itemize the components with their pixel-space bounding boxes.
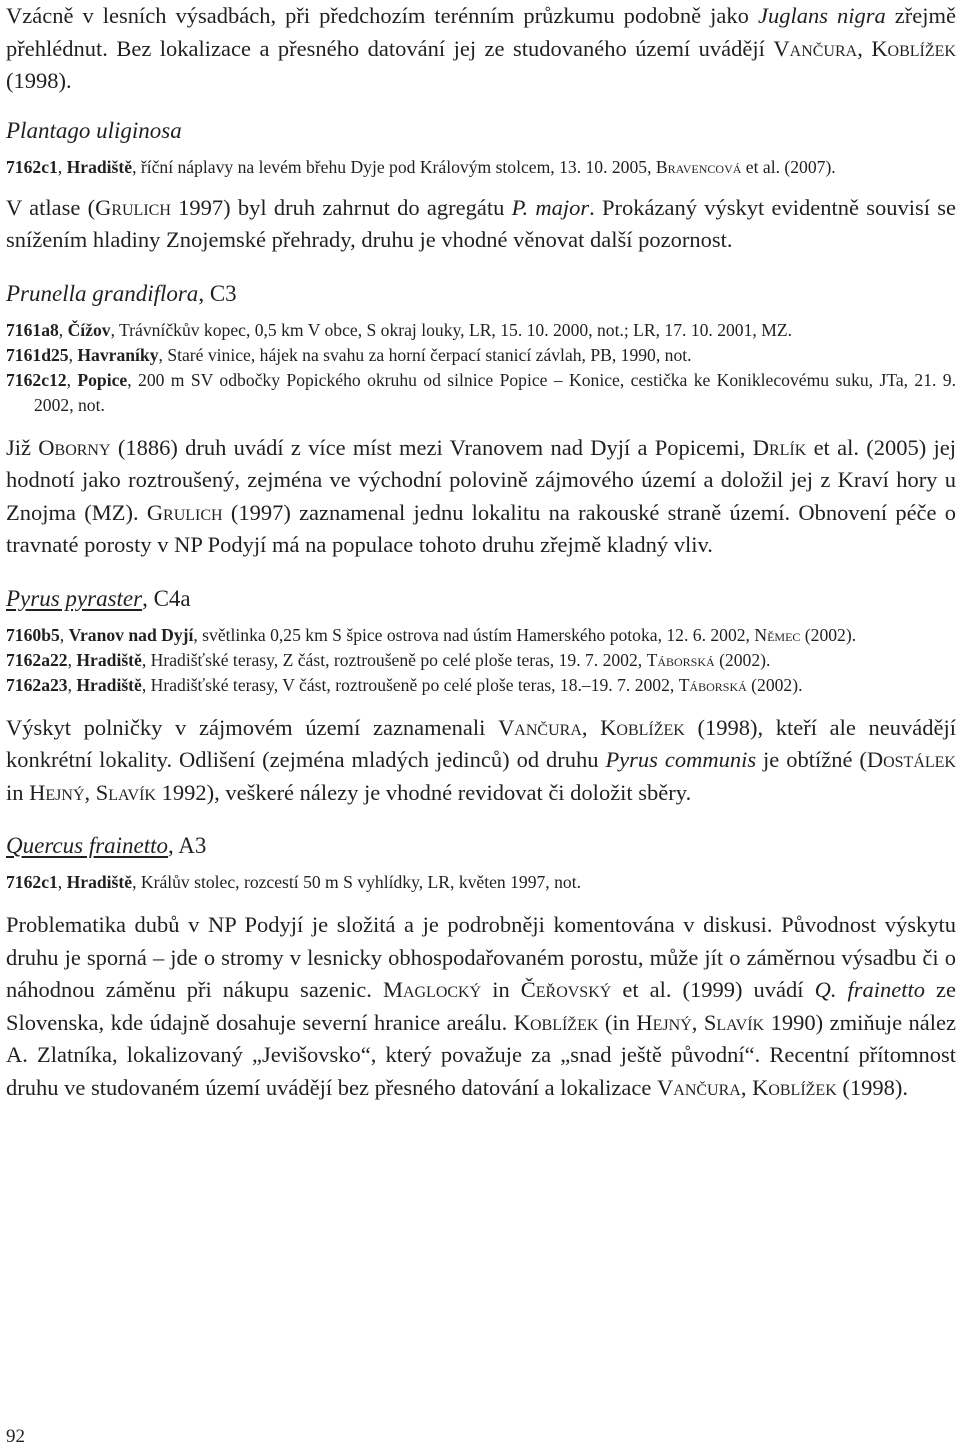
- text: V atlase (: [6, 194, 96, 220]
- author-name: Drlík: [752, 434, 807, 460]
- text: (in: [598, 1009, 637, 1035]
- text: ,: [857, 35, 872, 61]
- text: Vzácně v lesních výsadbách, při předchozím terénním průzkumu podobně jako: [6, 3, 758, 28]
- text: ,: [84, 779, 96, 805]
- author-name: Koblížek: [871, 35, 956, 61]
- text: ,: [740, 1074, 753, 1100]
- locality-name: Vranov nad Dyjí: [68, 624, 194, 645]
- record-text: , 200 m SV odbočky Popického okruhu od silnice Popice – Konice, cestička ke Koniklecovému suku, JTa, 21. 9. 2002, not.: [34, 369, 957, 415]
- text: ,: [691, 1009, 704, 1035]
- text: (1998), kteří ale neuvádějí konkrétní lokality. Odlišení (zejména mladých jedinců) od druhu: [6, 714, 957, 772]
- record-text: (2002).: [746, 674, 803, 695]
- author-name: Slavík: [95, 779, 156, 805]
- record-text: , říční náplavy na levém břehu Dyje pod Královým stolcem, 13. 10. 2005,: [132, 156, 656, 177]
- text: et al. (1999) uvádí: [611, 977, 815, 1002]
- text: 1990) zmiňuje nález A. Zlatníka, lokalizovaný „Jevišovsko“, který považuje za „snad ještě původní“. Recentní přítomnost druhu ve studovaném území uvádějí bez přesného datování a lokalizace: [6, 1009, 957, 1100]
- species-comment: [6, 712, 956, 810]
- record-text: (2002).: [800, 624, 857, 645]
- text: 1997) byl druh zahrnut do agregátu: [170, 194, 512, 220]
- grid-code: 7162c1: [6, 872, 58, 892]
- species-heading-pyrus: [6, 584, 956, 614]
- threat-category: , C4a: [142, 585, 191, 611]
- author-name: Dostálek: [866, 747, 956, 772]
- locality-name: Popice: [77, 369, 128, 390]
- species-comment: [6, 909, 956, 1104]
- locality-name: Havraníky: [77, 344, 159, 365]
- species-heading-plantago: [6, 116, 956, 146]
- locality-name: Hradiště: [76, 649, 142, 670]
- author-name: Slavík: [703, 1009, 765, 1035]
- locality-record: 7160b5, Vranov nad Dyjí, světlinka 0,25 km S špice ostrova nad ústím Hamerského potoka, 12. 6. 2002, Němec (2002).: [6, 624, 857, 645]
- author-name: Němec: [754, 624, 801, 645]
- locality-record: 7162c12, Popice, 200 m SV odbočky Popického okruhu od silnice Popice – Konice, cestička ke Koniklecovému suku, JTa, 21. 9. 2002, not.: [6, 369, 957, 415]
- record-text: , Hradišťské terasy, Z část, roztroušeně po celé ploše teras, 19. 7. 2002,: [141, 649, 647, 670]
- threat-category: , A3: [168, 833, 207, 858]
- locality-name: Hradiště: [66, 872, 133, 892]
- species-heading-prunella: [6, 279, 956, 309]
- species-comment: [6, 432, 956, 562]
- text: (1997) zaznamenal jednu lokalitu na rakouské straně území. Obnovení péče o travnaté porosty v NP Podyjí má na populace tohoto druhu zřejmě kladný vliv.: [6, 499, 957, 557]
- record-text: , světlinka 0,25 km S špice ostrova nad ústím Hamerského potoka, 12. 6. 2002,: [193, 624, 755, 645]
- taxon-name: P. major: [511, 194, 590, 220]
- grid-code: 7162a23: [6, 674, 68, 695]
- author-name: Bravencová: [655, 156, 742, 177]
- author-name: Hejný: [636, 1009, 692, 1035]
- text: Již: [6, 434, 39, 460]
- author-name: Čeřovský: [520, 977, 612, 1002]
- grid-code: 7161a8: [6, 319, 59, 340]
- author-name: Vančura: [498, 714, 582, 740]
- species-heading-quercus: [6, 831, 956, 861]
- document-page: [6, 0, 956, 1104]
- text: Problematika dubů v NP Podyjí je složitá a je podrobněji komentována v diskusi. Původnost výskytu druhu je sporná – jde o stromy v lesnicky obhospodařovaném porostu, může jít o záměrnou výsadbu či o náhodnou záměnu při nákupu sazenic.: [6, 912, 956, 1002]
- author-name: Maglocký: [382, 977, 482, 1002]
- text: ,: [581, 714, 601, 740]
- text: zřejmě přehlédnut. Bez lokalizace a přesného datování jej ze studovaného území uvádějí: [6, 3, 956, 61]
- record-text: , Staré vinice, hájek na svahu za horní čerpací stanicí závlah, PB, 1990, not.: [158, 344, 692, 365]
- intro-paragraph: [6, 0, 956, 98]
- author-name: Vančura: [657, 1074, 741, 1100]
- grid-code: 7161d25: [6, 344, 69, 365]
- text: ze Slovenska, kde údajně dosahuje severní hranice areálu.: [6, 977, 956, 1035]
- grid-code: 7162a22: [6, 649, 68, 670]
- author-name: Koblížek: [752, 1074, 837, 1100]
- taxon-name: Juglans nigra: [757, 3, 886, 28]
- locality-name: Hradiště: [66, 156, 133, 177]
- text: 1992), veškeré nálezy je vhodné revidovat či doložit sběry.: [155, 779, 692, 805]
- record-text: et al. (2007).: [741, 156, 836, 177]
- text: je obtížné (: [756, 747, 867, 772]
- text: . Prokázaný výskyt evidentně souvisí se snížením hladiny Znojemské přehrady, druhu je vhodné věnovat další pozornost.: [6, 194, 956, 252]
- species-name: Prunella grandiflora: [6, 280, 199, 306]
- text: in: [481, 977, 521, 1002]
- taxon-name: Q. frainetto: [814, 977, 925, 1002]
- record-text: , Trávníčkův kopec, 0,5 km V obce, S okraj louky, LR, 15. 10. 2000, not.; LR, 17. 10. 2001, MZ.: [110, 319, 792, 340]
- record-text: , Hradišťské terasy, V část, roztroušeně po celé ploše teras, 18.–19. 7. 2002,: [141, 674, 679, 695]
- author-name: Táborská: [678, 674, 747, 695]
- author-name: Vančura: [773, 35, 858, 61]
- author-name: Hejný: [29, 779, 85, 805]
- species-name: Quercus frainetto: [6, 833, 169, 858]
- record-text: (2002).: [714, 649, 771, 670]
- grid-code: 7162c1: [6, 156, 58, 177]
- text: (1998).: [836, 1074, 909, 1100]
- text: Výskyt polničky v zájmovém území zaznamenali: [6, 714, 499, 740]
- species-name: Plantago uliginosa: [6, 117, 182, 143]
- author-name: Táborská: [646, 649, 715, 670]
- author-name: Koblížek: [513, 1009, 599, 1035]
- text: (1886) druh uvádí z více míst mezi Vranovem nad Dyjí a Popicemi,: [110, 434, 753, 460]
- locality-record: 7161a8, Čížov, Trávníčkův kopec, 0,5 km V obce, S okraj louky, LR, 15. 10. 2000, not.; LR, 17. 10. 2001, MZ.: [6, 319, 792, 340]
- species-comment: [6, 192, 956, 257]
- species-name: Pyrus pyraster: [6, 585, 143, 611]
- locality-record: 7162a22, Hradiště, Hradišťské terasy, Z část, roztroušeně po celé ploše teras, 19. 7. 2002, Táborská (2002).: [6, 649, 771, 670]
- locality-name: Hradiště: [76, 674, 142, 695]
- threat-category: , C3: [198, 280, 237, 306]
- grid-code: 7160b5: [6, 624, 60, 645]
- author-name: Grulich: [95, 194, 171, 220]
- locality-record: 7162a23, Hradiště, Hradišťské terasy, V část, roztroušeně po celé ploše teras, 18.–19. 7. 2002, Táborská (2002).: [6, 674, 803, 695]
- grid-code: 7162c12: [6, 369, 67, 390]
- text: (1998).: [6, 68, 72, 93]
- author-name: Oborny: [38, 434, 111, 460]
- locality-record: 7162c1, Hradiště, říční náplavy na levém břehu Dyje pod Královým stolcem, 13. 10. 2005, Bravencová et al. (2007).: [6, 156, 836, 177]
- author-name: Grulich: [146, 499, 223, 525]
- record-text: , Králův stolec, rozcestí 50 m S vyhlídky, LR, květen 1997, not.: [132, 872, 581, 892]
- text: in: [6, 779, 30, 805]
- page-number: 92: [6, 1426, 25, 1447]
- locality-record: 7161d25, Havraníky, Staré vinice, hájek na svahu za horní čerpací stanicí závlah, PB, 1990, not.: [6, 344, 692, 365]
- taxon-name: Pyrus communis: [605, 747, 757, 772]
- locality-record: 7162c1, Hradiště, Králův stolec, rozcestí 50 m S vyhlídky, LR, květen 1997, not.: [6, 872, 581, 892]
- locality-name: Čížov: [67, 319, 111, 340]
- author-name: Koblížek: [600, 714, 685, 740]
- text: et al. (2005) jej hodnotí jako roztroušený, zejména ve východní polovině zájmového území a doložil jej z Kraví hory u Znojma (MZ).: [6, 434, 956, 525]
